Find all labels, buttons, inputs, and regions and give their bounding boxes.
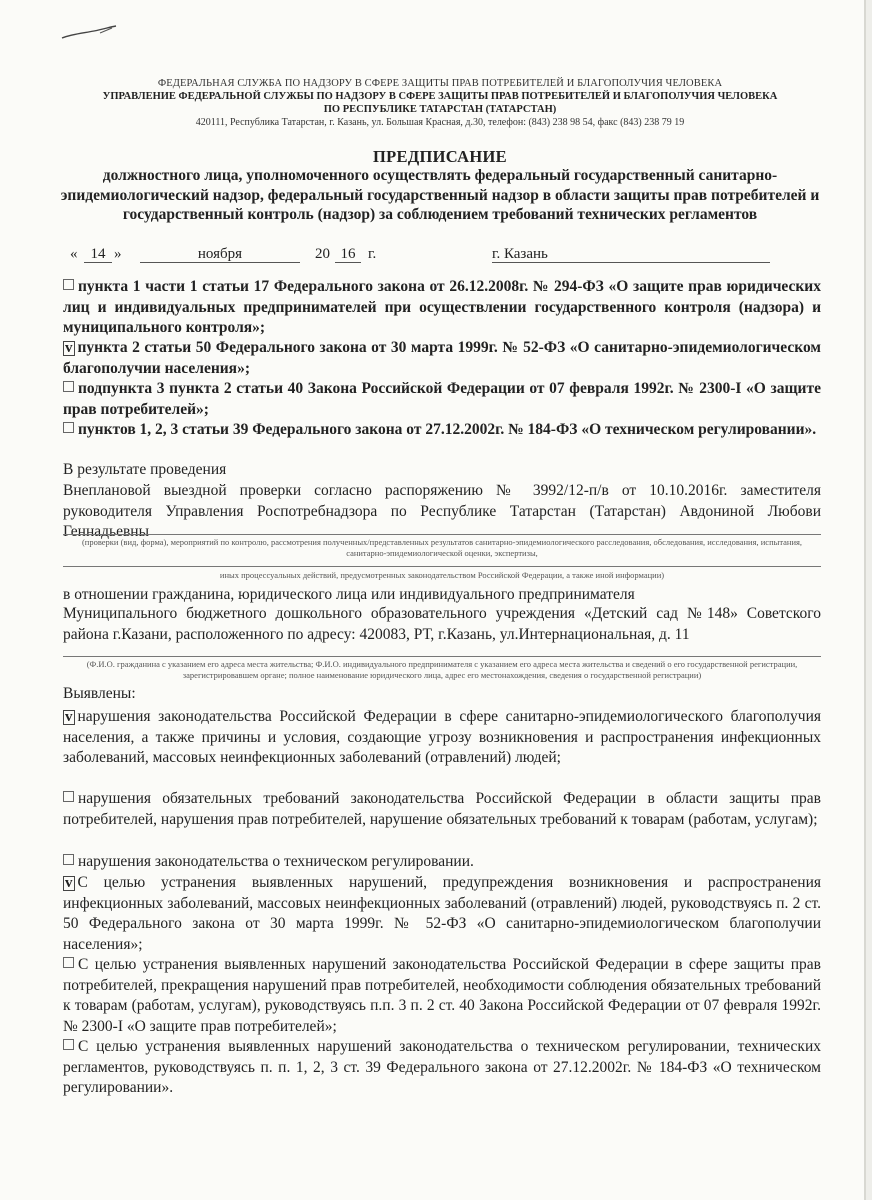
scan-edge bbox=[866, 0, 872, 1200]
purpose-item: С целью устранения выявленных нарушений законодательства о техническом регулировании, технических регламентов, руководствуясь п. п. 1, 2, 3 ст. 39 Федерального закона от 27.12.2002г. № 184-ФЗ «О техническом регулировании». bbox=[63, 1038, 821, 1096]
legal-basis-item: пунктов 1, 2, 3 статьи 39 Федерального закона от 27.12.2002г. № 184-ФЗ «О техническом регулировании». bbox=[63, 420, 821, 441]
date-quote-close: » bbox=[114, 246, 122, 262]
date-line bbox=[70, 246, 770, 266]
subject-text: Муниципального бюджетного дошкольного образовательного учреждения «Детский сад №148» Советского района г.Казани, расположенного по адресу: 420083, РТ, г.Казань, ул.Интернациональная, д. 11 bbox=[63, 605, 821, 643]
agency-line-1: ФЕДЕРАЛЬНАЯ СЛУЖБА ПО НАДЗОРУ В СФЕРЕ ЗАЩИТЫ ПРАВ ПОТРЕБИТЕЛЕЙ И БЛАГОПОЛУЧИЯ ЧЕЛОВЕКА bbox=[157, 78, 723, 89]
checkbox-checked-icon: v bbox=[65, 875, 73, 891]
legal-basis-item: v пункта 2 статьи 50 Федерального закона от 30 марта 1999г. № 52-ФЗ «О санитарно-эпидемиологическом благополучии населения»; bbox=[63, 339, 821, 377]
checkbox-empty-icon bbox=[63, 1039, 74, 1050]
date-day: 14 bbox=[84, 246, 112, 263]
result-label: В результате проведения bbox=[63, 461, 227, 478]
subject-caption: (Ф.И.О. гражданина с указанием его адреса места жительства; Ф.И.О. индивидуального предпринимателя с указанием его адреса места жительства и сведений о его государственной регистрации, зарегистрировавшем органе; полное наименование юридического лица, адрес его местонахождения, сведения о государственной регистрации) bbox=[86, 659, 798, 680]
date-year-suffix: 16 bbox=[335, 246, 361, 263]
document-title: ПРЕДПИСАНИЕ bbox=[373, 147, 507, 166]
agency-address: 420111, Республика Татарстан, г. Казань, ул. Большая Красная, д.30, телефон: (843) 238 98 54, факс (843) 238 79 19 bbox=[195, 117, 685, 128]
subject-label: в отношении гражданина, юридического лица или индивидуального предпринимателя bbox=[63, 586, 635, 603]
checkbox-empty-icon bbox=[63, 791, 74, 802]
checkbox-empty-icon bbox=[63, 854, 74, 865]
date-month: ноября bbox=[140, 246, 300, 263]
legal-basis-item: пункта 1 части 1 статьи 17 Федерального закона от 26.12.2008г. № 294-ФЗ «О защите прав юридических лиц и индивидуальных предпринимателей при осуществлении государственного контроля (надзора) и муниципального контроля»; bbox=[63, 278, 821, 336]
checkbox-checked-icon: v bbox=[65, 340, 73, 356]
finding-item: нарушения законодательства о техническом регулировании. bbox=[63, 852, 821, 873]
date-year-word: г. bbox=[368, 246, 377, 262]
finding-item: v нарушения законодательства Российской Федерации в сфере санитарно-эпидемиологического благополучия населения, а также причины и условия, создающие угрозу возникновения и распространения инфекционных заболеваний, массовых неинфекционных заболеваний (отравлений) людей; bbox=[63, 708, 821, 766]
scan-edge-line bbox=[864, 0, 866, 1200]
underline-rule bbox=[63, 566, 821, 567]
checkbox-empty-icon bbox=[63, 381, 74, 392]
underline-rule bbox=[63, 534, 821, 535]
pen-scribble-mark bbox=[60, 24, 120, 42]
checkbox-checked-icon: v bbox=[65, 709, 73, 725]
date-year-prefix: 20 bbox=[315, 246, 330, 262]
inspection-caption-2: иных процессуальных действий, предусмотренных законодательством Российской Федерации, а также иной информации) bbox=[219, 570, 665, 580]
underline-rule bbox=[63, 656, 821, 657]
checkbox-empty-icon bbox=[63, 957, 74, 968]
purpose-item: С целью устранения выявленных нарушений законодательства Российской Федерации в сфере защиты прав потребителей, прекращения нарушений прав потребителей, необходимости соблюдения обязательных требований к товарам (работам, услугам), руководствуясь п.п. 3 п. 2 ст. 40 Закона Российской Федерации от 07 февраля 1992г. № 2300-I «О защите прав потребителей»; bbox=[63, 956, 821, 1035]
agency-line-3: ПО РЕСПУБЛИКЕ ТАТАРСТАН (ТАТАРСТАН) bbox=[323, 104, 557, 115]
purpose-item: v С целью устранения выявленных нарушений, предупреждения возникновения и распространения инфекционных заболеваний, массовых неинфекционных заболеваний (отравлений) людей, руководствуясь п. 2 ст. 50 Федерального закона от 30 марта 1999г. № 52-ФЗ «О санитарно-эпидемиологическом благополучии населения»; bbox=[63, 874, 821, 953]
date-quote-open: « bbox=[70, 246, 78, 262]
date-city: г. Казань bbox=[492, 246, 770, 263]
legal-basis-item: подпункта 3 пункта 2 статьи 40 Закона Российской Федерации от 07 февраля 1992г. № 2300-I «О защите прав потребителей»; bbox=[63, 380, 821, 418]
document-subtitle: должностного лица, уполномоченного осуществлять федеральный государственный санитарно-эпидемиологический надзор, федеральный государственный надзор в области защиты прав потребителей и государственный контроль (надзор) за соблюдением требований технических регламентов bbox=[60, 167, 820, 223]
inspection-caption-1: (проверки (вид, форма), мероприятий по контролю, рассмотрения полученных/представленных результатов санитарно-эпидемиологического расследования, обследования, исследования, испытания, санитарно-эпидемиологической оценки, экспертизы, bbox=[81, 537, 803, 558]
findings-label: Выявлены: bbox=[63, 685, 136, 702]
inspection-text: Внеплановой выездной проверки согласно распоряжению № 3992/12-п/в от 10.10.2016г. заместителя руководителя Управления Роспотребнадзора по Республике Татарстан (Татарстан) Авдониной Любови Геннадьевны bbox=[63, 482, 821, 540]
agency-line-2: УПРАВЛЕНИЕ ФЕДЕРАЛЬНОЙ СЛУЖБЫ ПО НАДЗОРУ В СФЕРЕ ЗАЩИТЫ ПРАВ ПОТРЕБИТЕЛЕЙ И БЛАГОПОЛУЧИЯ ЧЕЛОВЕКА bbox=[102, 91, 778, 102]
checkbox-empty-icon bbox=[63, 422, 74, 433]
finding-item: нарушения обязательных требований законодательства Российской Федерации в области защиты прав потребителей, нарушения прав потребителей, нарушение обязательных требований к товарам (работам, услугам); bbox=[63, 790, 821, 828]
checkbox-empty-icon bbox=[63, 279, 74, 290]
